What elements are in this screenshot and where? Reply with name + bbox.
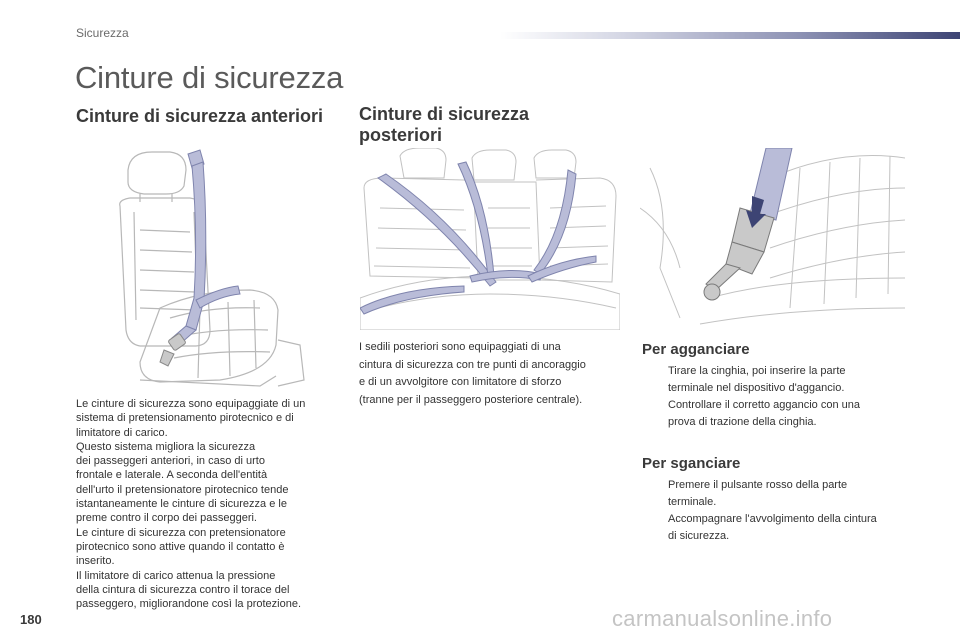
list-item xyxy=(642,477,912,511)
section-label: Sicurezza xyxy=(76,26,129,40)
rear-belts-heading-line1: Cinture di sicurezza xyxy=(359,104,530,124)
fasten-item-1: Tirare la cinghia, poi inserire la parte terminale nel dispositivo d'aggancio. xyxy=(668,365,846,394)
fasten-item-2: Controllare il corretto aggancio con una prova di trazione della cinghia. xyxy=(668,399,861,428)
rear-seats-illustration xyxy=(360,148,620,330)
list-item xyxy=(642,397,912,431)
list-item xyxy=(642,363,912,397)
unfasten-item-1: Premere il pulsante rosso della parte terminale. xyxy=(668,479,848,508)
rear-belts-heading-line2: posteriori xyxy=(359,125,443,145)
rear-belts-heading xyxy=(359,104,529,146)
page-number: 180 xyxy=(20,612,42,627)
fasten-list xyxy=(642,363,912,431)
list-item xyxy=(642,511,912,545)
unfasten-list xyxy=(642,477,912,545)
front-seat-illustration xyxy=(100,140,350,390)
header-gradient-bar xyxy=(500,32,960,39)
front-belts-heading: Cinture di sicurezza anteriori xyxy=(76,106,324,126)
unfasten-item-2: Accompagnare l'avvolgimento della cintura di sicurezza. xyxy=(668,513,877,542)
fasten-heading: Per agganciare xyxy=(642,341,750,358)
buckle-illustration xyxy=(640,148,905,330)
page-title: Cinture di sicurezza xyxy=(75,60,344,95)
unfasten-heading: Per sganciare xyxy=(642,455,741,472)
watermark: carmanualsonline.info xyxy=(612,606,833,631)
front-belts-text: Le cinture di sicurezza sono equipaggiate di un sistema di pretensionamento pirotecnico e di limitatore di carico. Questo sistema migliora la sicurezza dei passeggeri anteriori, in caso di urto frontale e laterale. A seconda dell'entità dell'urto il pretensionatore pirotecnico tende istantaneamente le cinture di sicurezza e le preme contro il corpo dei passeggeri. Le cinture di sicurezza con pretensionatore pirotecnico sono attive quando il contatto è inserito. Il limitatore di carico attenua la pressione della cintura di sicurezza contro il torace del passeggero, migliorandone così la protezione. xyxy=(76,398,306,611)
rear-belts-text: I sedili posteriori sono equipaggiati di una cintura di sicurezza con tre punti di ancoraggio e di un avvolgitore con limitatore di sforzo (tranne per il passeggero posteriore centrale). xyxy=(359,341,586,406)
